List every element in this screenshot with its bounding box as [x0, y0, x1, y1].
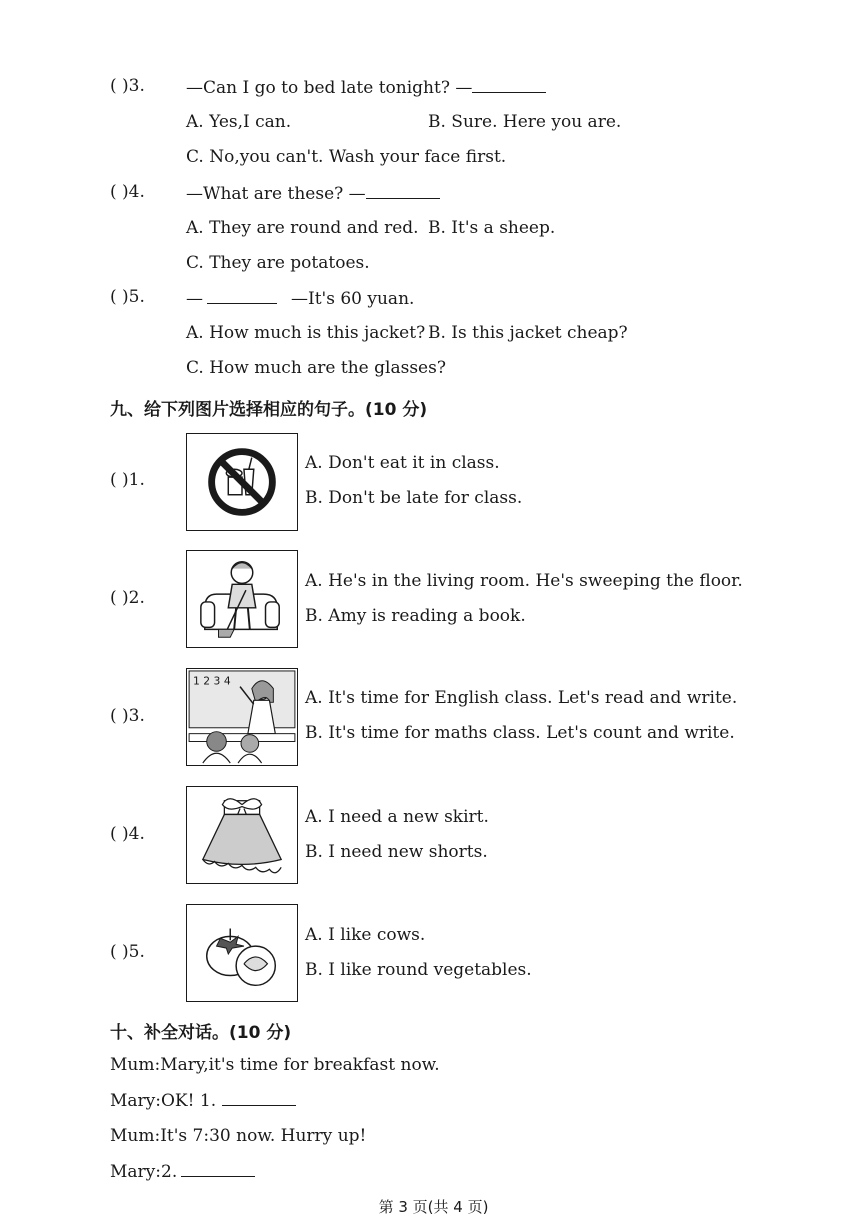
classroom-teacher-icon	[186, 668, 298, 766]
answer-paren-p5[interactable]: ( )5.	[110, 942, 145, 962]
dialogue-line-1: Mum:Mary,it's time for breakfast now.	[110, 1055, 440, 1075]
question-stem-q3	[186, 76, 546, 99]
dialogue-text: Mary:2.	[110, 1162, 178, 1182]
dialogue-line-4	[110, 1160, 255, 1183]
dialogue-line-3: Mum:It's 7:30 now. Hurry up!	[110, 1126, 367, 1146]
option-a-q4: A. They are round and red.	[186, 218, 419, 238]
option-b-q4: B. It's a sheep.	[428, 218, 556, 238]
option-a-q5: A. How much is this jacket?	[186, 323, 426, 343]
stem-post: —It's 60 yuan.	[291, 289, 415, 309]
board-numbers: 1 2 3 4	[193, 674, 231, 688]
section-9-title: 九、给下列图片选择相应的句子。(10 分)	[110, 400, 428, 420]
answer-paren-p4[interactable]: ( )4.	[110, 824, 145, 844]
answer-paren-p2[interactable]: ( )2.	[110, 588, 145, 608]
option-b-p1: B. Don't be late for class.	[305, 488, 523, 508]
stem-text: —What are these? —	[186, 184, 366, 204]
answer-blank[interactable]	[366, 182, 440, 199]
stem-pre: —	[186, 289, 203, 309]
option-a-p2: A. He's in the living room. He's sweeping the floor.	[305, 571, 743, 591]
option-a-q3: A. Yes,I can.	[186, 112, 292, 132]
question-stem-q4	[186, 182, 440, 205]
option-b-q3: B. Sure. Here you are.	[428, 112, 622, 132]
option-a-p1: A. Don't eat it in class.	[305, 453, 500, 473]
answer-blank-2[interactable]	[181, 1160, 255, 1177]
option-c-q5: C. How much are the glasses?	[186, 358, 446, 378]
answer-blank[interactable]	[207, 287, 277, 304]
option-c-q3: C. No,you can't. Wash your face first.	[186, 147, 507, 167]
page-footer: 第 3 页(共 4 页)	[378, 1198, 489, 1216]
option-a-p5: A. I like cows.	[305, 925, 426, 945]
option-b-p4: B. I need new shorts.	[305, 842, 488, 862]
no-food-sign-icon	[186, 433, 298, 531]
section-10-title: 十、补全对话。(10 分)	[110, 1023, 292, 1043]
answer-blank-1[interactable]	[222, 1089, 296, 1106]
option-b-q5: B. Is this jacket cheap?	[428, 323, 628, 343]
boy-sweeping-icon	[186, 550, 298, 648]
option-a-p3: A. It's time for English class. Let's read and write.	[305, 688, 738, 708]
option-b-p5: B. I like round vegetables.	[305, 960, 532, 980]
answer-paren-p1[interactable]: ( )1.	[110, 470, 145, 490]
option-c-q4: C. They are potatoes.	[186, 253, 370, 273]
question-stem-q5	[186, 287, 414, 310]
tomato-vegetables-icon	[186, 904, 298, 1002]
option-b-p3: B. It's time for maths class. Let's count and write.	[305, 723, 735, 743]
stem-text: —Can I go to bed late tonight? —	[186, 78, 473, 98]
answer-paren-q5[interactable]: ( )5.	[110, 287, 145, 307]
dialogue-line-2	[110, 1089, 296, 1112]
answer-paren-q4[interactable]: ( )4.	[110, 182, 145, 202]
skirt-icon	[186, 786, 298, 884]
option-b-p2: B. Amy is reading a book.	[305, 606, 526, 626]
answer-blank[interactable]	[472, 76, 546, 93]
dialogue-text: Mary:OK! 1.	[110, 1091, 217, 1111]
option-a-p4: A. I need a new skirt.	[305, 807, 489, 827]
answer-paren-q3[interactable]: ( )3.	[110, 76, 145, 96]
answer-paren-p3[interactable]: ( )3.	[110, 706, 145, 726]
